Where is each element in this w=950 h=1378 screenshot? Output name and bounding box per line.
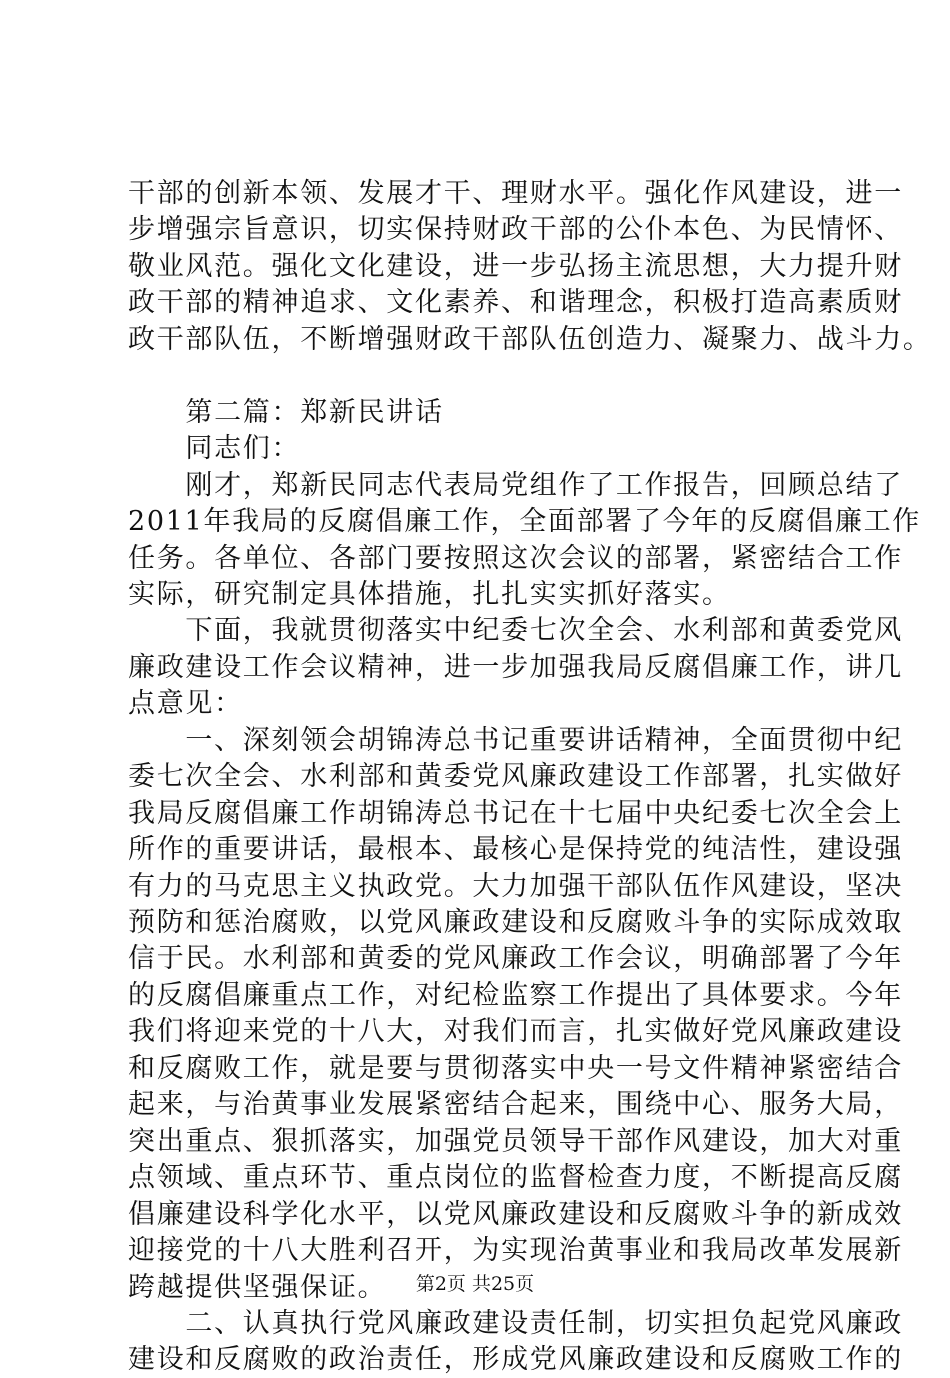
text-line: 2011年我局的反腐倡廉工作，全面部署了今年的反腐倡廉工作 — [128, 506, 922, 537]
text-line: 起来，与治黄事业发展紧密结合起来，围绕中心、服务大局， — [128, 1089, 903, 1120]
text-line: 突出重点、狠抓落实，加强党员领导干部作风建设，加大对重 — [128, 1126, 903, 1157]
text-line: 信于民。水利部和黄委的党风廉政工作会议，明确部署了今年 — [128, 943, 903, 974]
text-line: 我们将迎来党的十八大，对我们而言，扎实做好党风廉政建设 — [128, 1016, 903, 1047]
text-line: 敬业风范。强化文化建设，进一步弘扬主流思想，大力提升财 — [128, 251, 903, 282]
text-line: 政干部的精神追求、文化素养、和谐理念，积极打造高素质财 — [128, 287, 903, 318]
text-line: 建设和反腐败的政治责任，形成党风廉政建设和反腐败工作的 — [128, 1344, 903, 1375]
text-line: 第二篇：郑新民讲话 — [128, 397, 444, 428]
text-line: 二、认真执行党风廉政建设责任制，切实担负起党风廉政 — [128, 1308, 903, 1339]
text-line: 跨越提供坚强保证。 — [128, 1272, 387, 1303]
text-line: 任务。各单位、各部门要按照这次会议的部署，紧密结合工作 — [128, 543, 903, 574]
text-line: 预防和惩治腐败，以党风廉政建设和反腐败斗争的实际成效取 — [128, 907, 903, 938]
text-line: 我局反腐倡廉工作胡锦涛总书记在十七届中央纪委七次全会上 — [128, 798, 903, 829]
text-line: 有力的马克思主义执政党。大力加强干部队伍作风建设，坚决 — [128, 871, 903, 902]
text-line — [128, 358, 848, 394]
text-line: 下面，我就贯彻落实中纪委七次全会、水利部和黄委党风 — [128, 615, 903, 646]
text-line: 的反腐倡廉重点工作，对纪检监察工作提出了具体要求。今年 — [128, 980, 903, 1011]
text-line: 干部的创新本领、发展才干、理财水平。强化作风建设，进一 — [128, 178, 903, 209]
text-line: 所作的重要讲话，最根本、最核心是保持党的纯洁性，建设强 — [128, 834, 903, 865]
text-line: 刚才，郑新民同志代表局党组作了工作报告，回顾总结了 — [128, 470, 903, 501]
text-line: 倡廉建设科学化水平，以党风廉政建设和反腐败斗争的新成效 — [128, 1199, 903, 1230]
text-line: 和反腐败工作，就是要与贯彻落实中央一号文件精神紧密结合 — [128, 1053, 903, 1084]
page-footer: 第2页 共25页 — [415, 1273, 535, 1295]
text-line: 同志们： — [128, 433, 301, 464]
text-line: 点意见： — [128, 688, 243, 719]
text-line: 一、深刻领会胡锦涛总书记重要讲话精神，全面贯彻中纪 — [128, 725, 903, 756]
text-line: 委七次全会、水利部和黄委党风廉政建设工作部署，扎实做好 — [128, 761, 903, 792]
text-line: 政干部队伍，不断增强财政干部队伍创造力、凝聚力、战斗力。 — [128, 324, 932, 355]
text-line: 实际，研究制定具体措施，扎扎实实抓好落实。 — [128, 579, 731, 610]
text-line: 廉政建设工作会议精神，进一步加强我局反腐倡廉工作，讲几 — [128, 652, 903, 683]
text-line: 点领域、重点环节、重点岗位的监督检查力度，不断提高反腐 — [128, 1162, 903, 1193]
text-line: 步增强宗旨意识，切实保持财政干部的公仆本色、为民情怀、 — [128, 214, 903, 245]
text-line: 迎接党的十八大胜利召开，为实现治黄事业和我局改革发展新 — [128, 1235, 903, 1266]
